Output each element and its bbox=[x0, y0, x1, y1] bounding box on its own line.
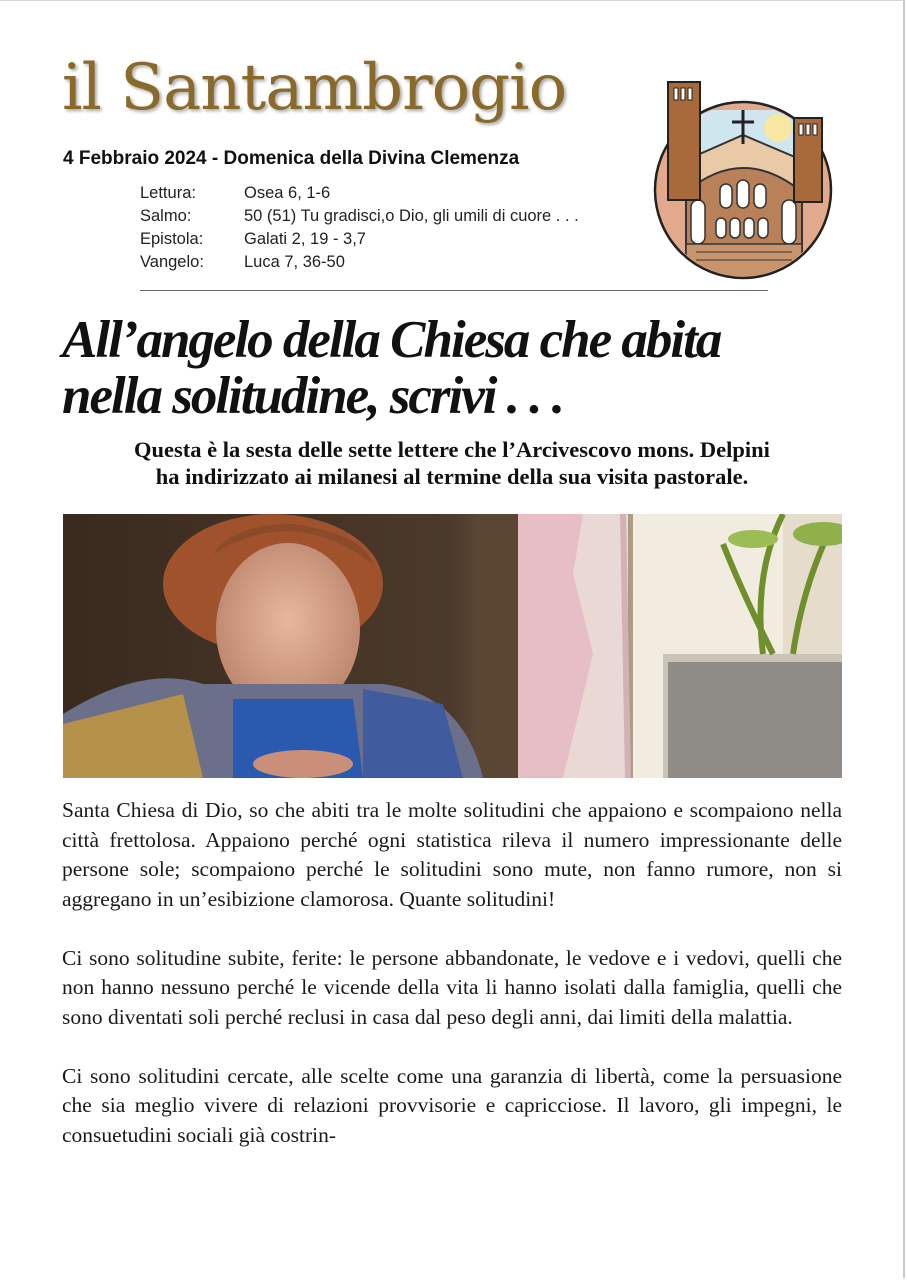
headline-line: nella solitudine, scrivi . . . bbox=[62, 367, 563, 425]
reading-value: Galati 2, 19 - 3,7 bbox=[244, 230, 366, 248]
standfirst-line: Questa è la sesta delle sette lettere che l’Arcivescovo mons. Delpini bbox=[134, 437, 770, 462]
reading-value: Luca 7, 36-50 bbox=[244, 253, 345, 271]
reading-value: 50 (51) Tu gradisci,o Dio, gli umili di cuore . . . bbox=[244, 207, 579, 225]
article-paragraph: Santa Chiesa di Dio, so che abiti tra le molte solitudini che appaiono e scompaiono nella città frettolosa. Appaiono perché ogni statistica rileva il numero impressionante delle persone sole; scompaiono perché le solitudini sono mute, non fanno rumore, non si aggregano in un’esibizione clamorosa. Quante solitudini! bbox=[62, 798, 842, 911]
reading-label: Vangelo: bbox=[140, 253, 204, 271]
reading-row bbox=[140, 205, 579, 228]
readings-list bbox=[140, 182, 579, 274]
reading-label: Lettura: bbox=[140, 184, 196, 202]
header-divider bbox=[140, 290, 768, 291]
article-paragraph: Ci sono solitudine subite, ferite: le persone abbandonate, le vedove e i vedovi, quelli che non hanno nessuno perché le vicende della vita li hanno isolati dalla famiglia, quelli che sono diventati soli perché reclusi in casa dal peso degli anni, dai limiti della malattia. bbox=[62, 945, 842, 1029]
article-standfirst bbox=[62, 436, 842, 490]
reading-row bbox=[140, 182, 579, 205]
article-paragraph: Ci sono solitudini cercate, alle scelte come una garanzia di libertà, come la persuasione che sia meglio vivere di relazioni provvisorie e capricciose. Il lavoro, gli impegni, le consuetudini sociali già costrin- bbox=[62, 1063, 842, 1147]
dateline: 4 Febbraio 2024 - Domenica della Divina Clemenza bbox=[63, 148, 520, 169]
elderly-woman-photo bbox=[63, 514, 842, 778]
basilica-logo-icon bbox=[646, 80, 841, 280]
reading-label: Epistola: bbox=[140, 230, 204, 248]
masthead-title: il Santambrogio bbox=[62, 51, 567, 125]
article-body bbox=[62, 796, 842, 1180]
reading-row bbox=[140, 228, 579, 251]
headline-line: All’angelo della Chiesa che abita bbox=[62, 311, 721, 369]
standfirst-line: ha indirizzato ai milanesi al termine della sua visita pastorale. bbox=[155, 464, 749, 489]
reading-label: Salmo: bbox=[140, 207, 192, 225]
reading-value: Osea 6, 1-6 bbox=[244, 184, 331, 202]
article-headline bbox=[62, 312, 862, 424]
reading-row bbox=[140, 251, 579, 274]
